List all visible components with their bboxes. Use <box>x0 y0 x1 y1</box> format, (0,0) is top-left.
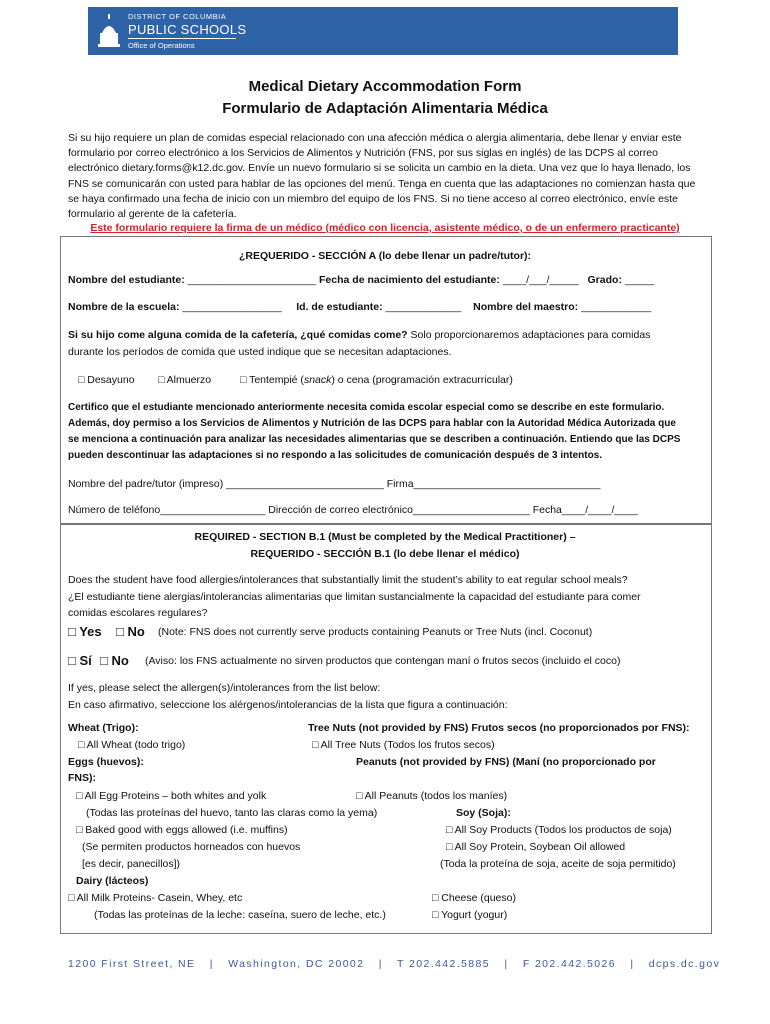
snack-label-italic: snack <box>303 374 332 386</box>
school-label: Nombre de la escuela: <box>68 301 180 313</box>
dob-label: Fecha de nacimiento del estudiante: <box>319 274 500 286</box>
checkbox-baked-eggs[interactable]: □ Baked good with eggs allowed (i.e. muffins) <box>76 824 288 836</box>
checkbox-all-soy[interactable]: □ All Soy Products (Todos los productos de soja) <box>446 824 672 836</box>
intro-paragraph: Si su hijo requiere un plan de comidas especial relacionado con una afección médica o alergia alimentaria, debe llenar y enviar este formulario por correo electrónico a los Servicios de Alimentos y Nutrición (FNS, por sus siglas en inglés) de las DCPS al correo electrónico dietary.forms@k12.dc.gov. Envíe un nuevo formulario si se solicita un cambio en la dieta. Una vez que lo haya llenado, los FNS se comunicarán con usted para hablar de las opciones del menú. Tenga en cuenta que las adaptaciones no comienzan hasta que se haya confirmado una fecha de inicio con un miembro del equipo de los FNS. Si no tiene acceso al correo electrónico, envíe este formulario al gerente de la cafetería. <box>68 132 696 221</box>
student-name-label: Nombre del estudiante: <box>68 274 185 286</box>
school-blank[interactable]: _________________ <box>182 301 282 313</box>
checkbox-cheese[interactable]: □ Cheese (queso) <box>432 892 516 904</box>
certify-line-4: pueden descontinuar las adaptaciones si no respondo a las solicitudes de comunicación después de 3 intentos. <box>68 450 603 461</box>
footer-phone: T 202.442.5885 <box>397 958 491 970</box>
certify-line-3: se menciona a continuación para analizar las necesidades alimentarias que se describen a continuación. Entiendo que las DCPS <box>68 434 681 445</box>
note-en: (Note: FNS does not currently serve products containing Peanuts or Tree Nuts (incl. Coconut) <box>158 626 593 638</box>
peanuts-heading-cont: FNS): <box>68 772 96 784</box>
parent-name-signature-field[interactable]: Nombre del padre/tutor (impreso) ___________________________ Firma________________________________ <box>68 478 601 490</box>
eggs-heading: Eggs (huevos): <box>68 756 144 768</box>
section-b-heading-2: REQUERIDO - SECCIÓN B.1 (lo debe llenar el médico) <box>250 548 520 560</box>
footer-sep: | <box>378 958 383 970</box>
section-b-heading-1: REQUIRED - SECTION B.1 (Must be completed by the Medical Practitioner) – <box>194 531 576 543</box>
capitol-dome-icon <box>94 11 124 49</box>
logo-line-district: DISTRICT OF COLUMBIA <box>128 12 227 21</box>
certify-line-1: Certifico que el estudiante mencionado anteriormente necesita comida escolar especial como se describe en este formulario. <box>68 402 665 413</box>
wheat-heading: Wheat (Trigo): <box>68 722 139 734</box>
if-yes-en: If yes, please select the allergen(s)/intolerances from the list below: <box>68 682 381 694</box>
dcps-logo <box>94 9 274 53</box>
student-id-label: Id. de estudiante: <box>296 301 383 313</box>
snack-label-post: ) o cena (programación extracurricular) <box>331 374 513 386</box>
checkbox-all-milk[interactable]: □ All Milk Proteins- Casein, Whey, etc <box>68 892 243 904</box>
form-title-english: Medical Dietary Accommodation Form <box>248 78 522 95</box>
checkbox-all-peanuts[interactable]: □ All Peanuts (todos los maníes) <box>356 790 508 802</box>
checkbox-lunch[interactable]: □ Almuerzo <box>158 374 212 386</box>
dairy-heading: Dairy (lácteos) <box>76 875 149 887</box>
phone-email-date-field[interactable]: Número de teléfono__________________ Dirección de correo electrónico____________________ Fecha____/____/____ <box>68 504 638 516</box>
baked-eggs-es-2: [es decir, panecillos]) <box>82 858 181 870</box>
checkbox-all-tree-nuts[interactable]: □ All Tree Nuts (Todos los frutos secos) <box>312 739 495 751</box>
soy-oil-es: (Toda la proteína de soja, aceite de soja permitido) <box>440 858 676 870</box>
allergy-question-es-2: comidas escolares regulares? <box>68 607 208 619</box>
checkbox-yogurt[interactable]: □ Yogurt (yogur) <box>432 909 508 921</box>
soy-heading: Soy (Soja): <box>456 807 511 819</box>
milk-all-es: (Todas las proteínas de la leche: caseína, suero de leche, etc.) <box>94 909 386 921</box>
logo-line-public-schools: PUBLIC SCHOOLS <box>128 22 247 37</box>
school-row[interactable] <box>68 301 651 313</box>
checkbox-all-egg[interactable]: □ All Egg Proteins – both whites and yolk <box>76 790 267 802</box>
dob-blank[interactable]: ____/___/_____ <box>502 274 579 286</box>
footer-city: Washington, DC 20002 <box>228 958 365 970</box>
section-a-heading: ¿REQUERIDO - SECCIÓN A (lo debe llenar un padre/tutor): <box>238 250 532 262</box>
signature-warning: Este formulario requiere la firma de un médico (médico con licencia, asistente médico, o de un enfermero practicante) <box>90 222 680 234</box>
form-title-spanish: Formulario de Adaptación Alimentaria Médica <box>222 100 548 117</box>
footer-fax: F 202.442.5026 <box>522 958 616 970</box>
allergy-question-es-1: ¿El estudiante tiene alergias/intolerancias alimentarias que limitan sustancialmente la capacidad del estudiante para comer <box>68 591 641 603</box>
teacher-blank[interactable]: ____________ <box>581 301 652 313</box>
checkbox-yes-es[interactable]: □ Sí <box>68 653 92 668</box>
footer-address: 1200 First Street, NE <box>68 958 196 970</box>
grade-label: Grado: <box>587 274 622 286</box>
egg-all-es: (Todas las proteínas del huevo, tanto las claras como la yema) <box>86 807 378 819</box>
student-id-blank[interactable]: _____________ <box>385 301 462 313</box>
if-yes-es: En caso afirmativo, seleccione los alérgenos/intolerancias de la lista que figura a continuación: <box>68 699 508 711</box>
footer-website-link[interactable]: dcps.dc.gov <box>648 958 721 970</box>
logo-rule <box>128 38 236 39</box>
checkbox-yes-en[interactable]: □ Yes <box>68 624 102 639</box>
footer-sep: | <box>504 958 509 970</box>
meals-question-line2: durante los períodos de comida que usted indique que se necesitan adaptaciones. <box>68 346 452 358</box>
grade-blank[interactable]: _____ <box>624 274 655 286</box>
footer-sep: | <box>630 958 635 970</box>
checkbox-soy-oil[interactable]: □ All Soy Protein, Soybean Oil allowed <box>446 841 626 853</box>
tree-nuts-heading: Tree Nuts (not provided by FNS) Frutos secos (no proporcionados por FNS): <box>308 722 690 734</box>
peanuts-heading: Peanuts (not provided by FNS) (Maní (no proporcionado por <box>356 756 656 768</box>
footer <box>68 958 730 970</box>
checkbox-all-wheat[interactable]: □ All Wheat (todo trigo) <box>78 739 186 751</box>
student-name-blank[interactable]: ______________________ <box>187 274 317 286</box>
baked-eggs-es-1: (Se permiten productos horneados con huevos <box>82 841 301 853</box>
certify-line-2: Además, doy permiso a los Servicios de Alimentos y Nutrición de las DCPS para hablar con la Autoridad Médica Autorizada que <box>68 418 676 429</box>
student-name-field[interactable] <box>68 274 654 286</box>
teacher-label: Nombre del maestro: <box>473 301 579 313</box>
footer-sep: | <box>209 958 214 970</box>
checkbox-breakfast[interactable]: □ Desayuno <box>78 374 135 386</box>
meals-question-rest: Solo proporcionaremos adaptaciones para comidas <box>407 329 651 341</box>
allergy-question-en: Does the student have food allergies/intolerances that substantially limit the student’s ability to eat regular school meals? <box>68 574 628 586</box>
snack-label-pre: □ Tentempié ( <box>240 374 304 386</box>
logo-line-office: Office of Operations <box>128 41 195 50</box>
checkbox-no-en[interactable]: □ No <box>116 624 145 639</box>
meals-question-bold: Si su hijo come alguna comida de la cafetería, ¿qué comidas come? <box>68 329 408 341</box>
checkbox-no-es[interactable]: □ No <box>100 653 129 668</box>
note-es: (Aviso: los FNS actualmente no sirven productos que contengan maní o frutos secos (incluido el coco) <box>145 655 621 667</box>
checkbox-snack[interactable] <box>240 374 513 386</box>
meals-question <box>68 329 650 341</box>
